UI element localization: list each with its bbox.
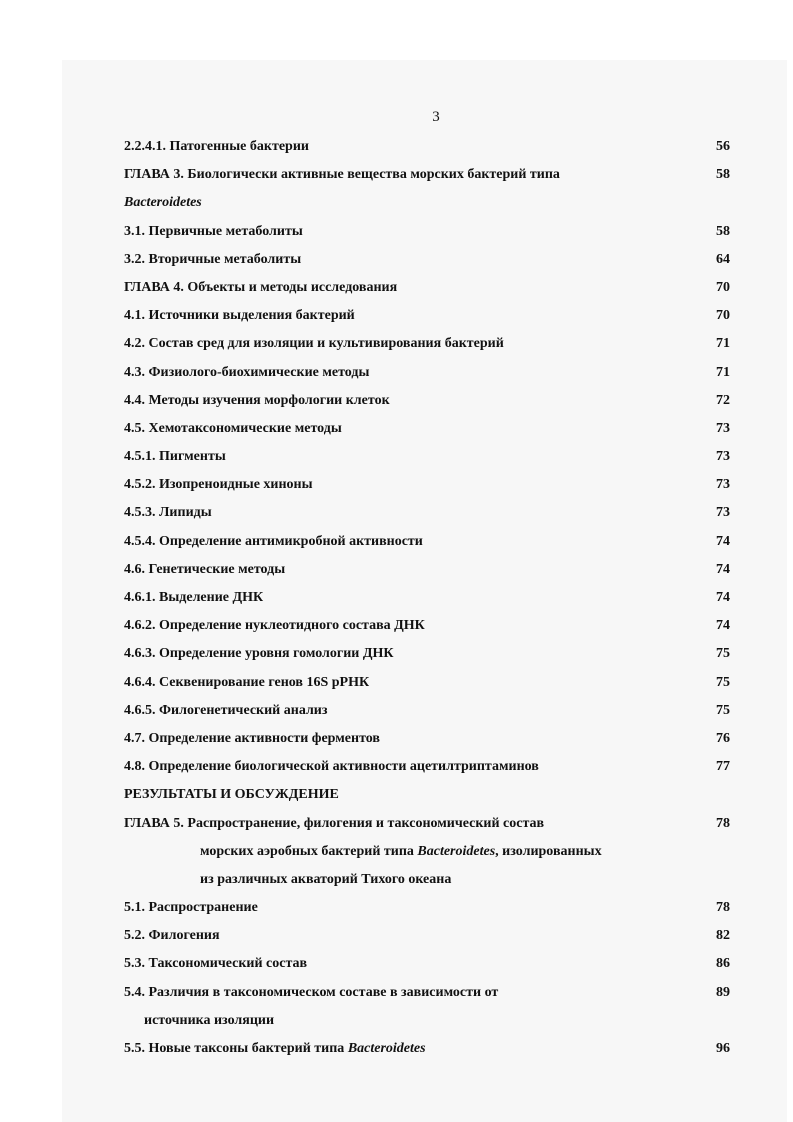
toc-entry-3-1: 3.1. Первичные метаболиты: [124, 223, 303, 239]
toc-page-number: 86: [716, 956, 730, 972]
toc-row: [124, 979, 736, 1007]
toc-text-italic: Bacteroidetes: [417, 843, 496, 859]
toc-row: [124, 415, 736, 443]
toc-entry-4-5-1: 4.5.1. Пигменты: [124, 449, 226, 465]
toc-entry-chapter-5-continuation: [200, 844, 602, 860]
toc-entry-4-6-3: 4.6.3. Определение уровня гомологии ДНК: [124, 646, 394, 662]
page-number: 3: [432, 109, 440, 125]
toc-row: [124, 781, 736, 809]
toc-row: [124, 753, 736, 781]
toc-row: [124, 471, 736, 499]
toc-row: [124, 161, 736, 189]
toc-page-number: 74: [716, 561, 730, 577]
toc-page-number: 70: [716, 308, 730, 324]
toc-page-number: 73: [716, 477, 730, 493]
toc-page-number: 78: [716, 815, 730, 831]
toc-entry-4-1: 4.1. Источники выделения бактерий: [124, 308, 355, 324]
toc-page-number: 73: [716, 420, 730, 436]
toc-entry-4-8: 4.8. Определение биологической активности ацетилтриптаминов: [124, 759, 539, 775]
toc-entry-4-6-4: 4.6.4. Секвенирование генов 16S рРНК: [124, 674, 370, 690]
toc-entry-4-6-5: 4.6.5. Филогенетический анализ: [124, 702, 328, 718]
toc-entry-4-7: 4.7. Определение активности ферментов: [124, 730, 380, 746]
toc-page-number: 82: [716, 928, 730, 944]
toc-entry-chapter-4: ГЛАВА 4. Объекты и методы исследования: [124, 279, 398, 295]
toc-entry-4-3: 4.3. Физиолого-биохимические методы: [124, 364, 370, 380]
toc-text: , изолированных: [495, 843, 602, 859]
toc-row: [124, 838, 736, 866]
toc-entry-4-6: 4.6. Генетические методы: [124, 561, 286, 577]
toc-page-number: 77: [716, 759, 730, 775]
toc-row: [124, 499, 736, 527]
toc-row: [124, 133, 736, 161]
toc-row: [124, 866, 736, 894]
toc-entry-chapter-5: ГЛАВА 5. Распространение, филогения и таксономический состав: [124, 815, 545, 831]
toc-entry-5-1: 5.1. Распространение: [124, 900, 258, 916]
toc-entry-5-4: 5.4. Различия в таксономическом составе в зависимости от: [124, 984, 499, 1000]
toc-row: [124, 950, 736, 978]
toc-text: 5.5. Новые таксоны бактерий типа: [124, 1041, 348, 1056]
toc-row: [124, 810, 736, 838]
toc-row: [124, 274, 736, 302]
toc-entry-4-2: 4.2. Состав сред для изоляции и культивирования бактерий: [124, 336, 504, 352]
toc-page-number: 78: [716, 900, 730, 916]
toc-text-italic: Bacteroidetes: [347, 1041, 426, 1056]
toc-row: [124, 725, 736, 753]
toc-row: [124, 443, 736, 471]
toc-row: [124, 922, 736, 950]
toc-entry-4-5-3: 4.5.3. Липиды: [124, 505, 212, 521]
toc-text: морских аэробных бактерий типа: [200, 843, 418, 859]
toc-page-number: 72: [716, 392, 730, 408]
toc-entry-5-2: 5.2. Филогения: [124, 928, 220, 944]
toc-row: [124, 330, 736, 358]
toc-page-number: 74: [716, 590, 730, 605]
toc-entry-4-5-4: 4.5.4. Определение антимикробной активности: [124, 533, 423, 549]
toc-row: [124, 528, 736, 556]
toc-page-number: 76: [716, 730, 730, 746]
toc-entry-4-4: 4.4. Методы изучения морфологии клеток: [124, 392, 390, 408]
toc-row: [124, 189, 736, 217]
toc-entry-5-5: [124, 1041, 426, 1057]
toc-entry-4-6-1: 4.6.1. Выделение ДНК: [124, 590, 264, 605]
toc-row: [124, 584, 736, 612]
toc-page-number: 70: [716, 279, 730, 295]
toc-page-number: 64: [716, 251, 730, 267]
toc-entry-4-5: 4.5. Хемотаксономические методы: [124, 420, 342, 436]
toc-row: [124, 1035, 736, 1063]
toc-page-number: 56: [716, 139, 730, 154]
table-of-contents: [124, 133, 736, 1063]
toc-row: [124, 612, 736, 640]
toc-entry-results-heading: РЕЗУЛЬТАТЫ И ОБСУЖДЕНИЕ: [124, 787, 339, 803]
toc-row: [124, 359, 736, 387]
toc-page-number: 75: [716, 674, 730, 690]
toc-row: [124, 302, 736, 330]
toc-page-number: 73: [716, 449, 730, 465]
toc-entry-chapter-3-continuation: Bacteroidetes: [124, 195, 202, 211]
toc-entry-2-2-4-1: 2.2.4.1. Патогенные бактерии: [124, 139, 309, 154]
toc-page-number: 75: [716, 702, 730, 718]
toc-row: [124, 387, 736, 415]
toc-page-number: 96: [716, 1041, 730, 1056]
toc-page-number: 58: [716, 223, 730, 239]
toc-entry-3-2: 3.2. Вторичные метаболиты: [124, 251, 302, 267]
toc-entry-5-4-continuation: источника изоляции: [144, 1012, 275, 1028]
toc-row: [124, 246, 736, 274]
toc-row: [124, 640, 736, 668]
toc-row: [124, 218, 736, 246]
toc-entry-chapter-3: ГЛАВА 3. Биологически активные вещества морских бактерий типа: [124, 167, 560, 183]
toc-page-number: 89: [716, 984, 730, 1000]
toc-entry-chapter-5-continuation-2: из различных акваторий Тихого океана: [200, 871, 452, 887]
toc-page-number: 71: [716, 364, 730, 380]
toc-entry-5-3: 5.3. Таксономический состав: [124, 956, 308, 972]
toc-page-number: 74: [716, 533, 730, 549]
toc-row: [124, 894, 736, 922]
toc-row: [124, 669, 736, 697]
toc-row: [124, 697, 736, 725]
toc-entry-4-5-2: 4.5.2. Изопреноидные хиноны: [124, 477, 313, 493]
toc-row: [124, 556, 736, 584]
toc-row: [124, 1007, 736, 1035]
toc-page-number: 73: [716, 505, 730, 521]
toc-page-number: 58: [716, 167, 730, 183]
toc-page-number: 74: [716, 618, 730, 634]
toc-entry-4-6-2: 4.6.2. Определение нуклеотидного состава ДНК: [124, 618, 425, 634]
toc-page-number: 75: [716, 646, 730, 662]
toc-page-number: 71: [716, 336, 730, 352]
